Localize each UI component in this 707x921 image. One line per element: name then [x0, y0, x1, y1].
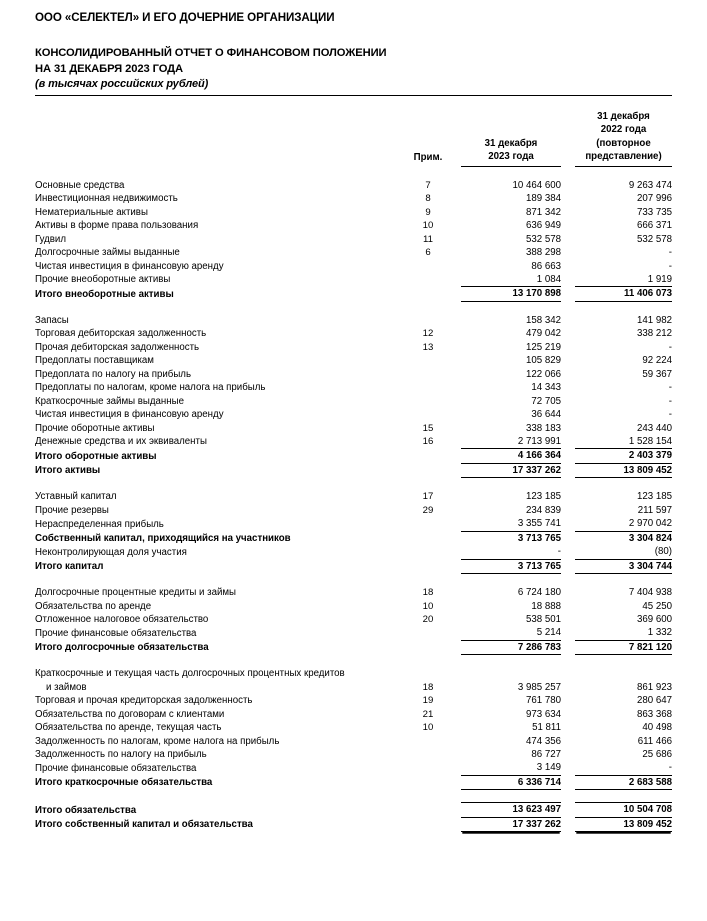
row-note: 18: [422, 587, 434, 599]
table-row: [35, 260, 672, 273]
row-label: Нераспределенная прибыль: [35, 518, 164, 530]
row-value-previous: -: [668, 409, 672, 421]
row-note: 10: [422, 600, 434, 612]
row-label: Итого долгосрочные обязательства: [35, 642, 209, 654]
row-note: [407, 354, 449, 367]
row-value-current: 4 166 364: [461, 449, 561, 463]
row-value-previous: 666 371: [636, 220, 672, 232]
table-row: [35, 600, 672, 613]
row-value-previous: 611 466: [637, 735, 672, 747]
row-note: 16: [422, 436, 434, 448]
row-label: Чистая инвестиция в финансовую аренду: [35, 409, 224, 421]
row-label: Обязательства по аренде: [35, 600, 152, 612]
row-label: Нематериальные активы: [35, 206, 148, 218]
row-note: 9: [425, 206, 431, 218]
row-value-current: 3 985 257: [517, 681, 561, 693]
row-note: 7: [425, 179, 431, 191]
row-value-current: 72 705: [531, 395, 561, 407]
table-row: [35, 504, 672, 517]
row-note: [407, 408, 449, 421]
row-label: Торговая дебиторская задолженность: [35, 328, 207, 340]
row-value-current: 86 663: [531, 260, 561, 272]
row-value-current: 234 839: [525, 504, 561, 516]
table-row: [35, 735, 672, 748]
row-note: 19: [422, 695, 434, 707]
row-value-previous: 10 504 708: [575, 803, 672, 817]
row-label: Долгосрочные процентные кредиты и займы: [35, 587, 237, 599]
table-row-total: [35, 531, 672, 545]
row-label: Итого активы: [35, 465, 101, 477]
row-label-wrap: и займов: [46, 681, 87, 693]
row-value-previous: 3 304 744: [575, 559, 672, 573]
row-note: 15: [422, 422, 434, 434]
row-note: [407, 314, 449, 327]
row-note: [407, 531, 449, 545]
section-spacer: [35, 478, 672, 491]
row-note: [407, 273, 449, 287]
row-value-previous: 9 263 474: [628, 179, 672, 191]
table-row: [35, 586, 672, 599]
row-value-current: 10 464 600: [512, 179, 561, 191]
header-previous-line-2: 2022 года: [600, 124, 647, 136]
row-value-current: 18 888: [531, 600, 561, 612]
header-blank: [35, 110, 407, 166]
row-note: 11: [423, 233, 433, 245]
row-value-previous: 45 250: [642, 600, 672, 612]
row-value-current: 532 578: [525, 233, 561, 245]
row-note: 6: [425, 247, 431, 259]
table-row: [35, 613, 672, 626]
row-label: Прочие оборотные активы: [35, 422, 155, 434]
row-value-current: 6 724 180: [517, 587, 561, 599]
row-value-previous: -: [668, 382, 672, 394]
table-row: [35, 545, 672, 559]
row-value-previous: 338 212: [636, 328, 672, 340]
row-value-previous: 861 923: [636, 681, 672, 693]
row-label: Итого обязательства: [35, 804, 137, 816]
row-value-current: 51 811: [532, 722, 561, 734]
row-value-previous: 92 224: [642, 355, 672, 367]
row-note: [407, 368, 449, 381]
row-value-previous: 7 404 938: [628, 587, 672, 599]
row-label: Инвестиционная недвижимость: [35, 193, 178, 205]
header-spacer: [35, 96, 672, 110]
row-label: Неконтролирующая доля участия: [35, 546, 187, 558]
table-row: [35, 681, 672, 694]
row-value-previous: 211 597: [637, 504, 672, 516]
row-value-previous: 141 982: [636, 314, 672, 326]
section-spacer: [35, 301, 672, 314]
row-value-previous: -: [668, 341, 672, 353]
row-note: 29: [422, 504, 434, 516]
row-value-previous: 243 440: [636, 422, 672, 434]
row-label: Собственный капитал, приходящийся на участников: [35, 532, 291, 544]
row-value-current: 86 727: [531, 749, 561, 761]
row-value-current: 13 170 898: [461, 287, 561, 301]
table-row-total: [35, 640, 672, 654]
table-row: [35, 179, 672, 192]
table-row: [35, 219, 672, 232]
table-row: [35, 192, 672, 205]
row-note: 13: [422, 341, 434, 353]
row-value-current: 6 336 714: [461, 775, 561, 789]
table-row: [35, 694, 672, 707]
row-value-previous: 863 368: [636, 708, 672, 720]
row-note: [407, 517, 449, 531]
table-row: [35, 435, 672, 449]
row-value-previous: (80): [575, 545, 672, 559]
section-spacer: [35, 574, 672, 587]
row-value-previous: [575, 667, 672, 680]
row-value-previous: 280 647: [636, 695, 672, 707]
row-value-current: 973 634: [525, 708, 561, 720]
header-previous-period: [575, 110, 672, 166]
row-note: [407, 463, 449, 477]
row-value-previous: 40 498: [642, 722, 672, 734]
row-label: Итого собственный капитал и обязательства: [35, 819, 253, 831]
row-label: Активы в форме права пользования: [35, 220, 199, 232]
units-note: (в тысячах российских рублей): [35, 78, 209, 90]
row-note: 8: [425, 193, 431, 205]
row-value-previous: -: [668, 247, 672, 259]
table-row: [35, 273, 672, 287]
report-title: [35, 46, 672, 77]
table-row-total: [35, 287, 672, 301]
table-row: [35, 490, 672, 503]
row-label: Итого оборотные активы: [35, 450, 157, 462]
row-label: Итого капитал: [35, 561, 104, 573]
row-label: Задолженность по налогам, кроме налога на прибыль: [35, 735, 280, 747]
row-value-previous: 532 578: [636, 233, 672, 245]
report-title-line-2: НА 31 ДЕКАБРЯ 2023 ГОДА: [35, 62, 184, 75]
row-value-previous: 369 600: [636, 613, 672, 625]
table-row: [35, 327, 672, 340]
row-value-current: 13 623 497: [461, 803, 561, 817]
row-note: [407, 640, 449, 654]
header-note-column: Прим.: [413, 151, 443, 163]
row-value-current: 871 342: [525, 206, 561, 218]
row-value-current: 5 214: [461, 626, 561, 640]
row-value-current: 14 343: [531, 382, 561, 394]
row-value-previous: 11 406 073: [575, 287, 672, 301]
row-value-previous: 207 996: [636, 193, 672, 205]
table-row: [35, 748, 672, 761]
table-row: [35, 761, 672, 775]
row-label: Предоплаты поставщикам: [35, 355, 154, 367]
row-value-current: 3 713 765: [517, 532, 561, 544]
row-value-current: 158 342: [525, 314, 561, 326]
row-value-current: 17 337 262: [461, 817, 561, 831]
row-note: 12: [422, 328, 434, 340]
row-label: Чистая инвестиция в финансовую аренду: [35, 260, 224, 272]
row-value-previous: 123 185: [636, 491, 672, 503]
row-label: Предоплаты по налогам, кроме налога на прибыль: [35, 382, 266, 394]
table-row: [35, 395, 672, 408]
row-value-current: 636 949: [525, 220, 561, 232]
row-value-current: 17 337 262: [461, 463, 561, 477]
section-spacer: [35, 166, 672, 179]
row-value-current: 125 219: [525, 341, 561, 353]
row-label: Прочие внеоборотные активы: [35, 274, 171, 286]
row-value-previous: 59 367: [642, 368, 672, 380]
row-note: 10: [422, 722, 434, 734]
row-label: Обязательства по аренде, текущая часть: [35, 722, 222, 734]
table-header-row: [35, 110, 672, 166]
row-value-previous: 1 332: [575, 626, 672, 640]
row-note: [407, 559, 449, 573]
table-row: [35, 721, 672, 734]
table-row: [35, 246, 672, 259]
row-value-current: 1 084: [536, 273, 561, 285]
header-previous-line-3: (повторное: [596, 137, 651, 149]
row-note: 18: [422, 681, 434, 693]
header-current-line-2: 2023 года: [488, 151, 534, 163]
row-note: [407, 803, 449, 817]
row-note: 10: [422, 220, 434, 232]
row-note: [407, 545, 449, 559]
section-spacer: [35, 790, 672, 803]
table-row-total: [35, 559, 672, 573]
row-label: Денежные средства и их эквиваленты: [35, 436, 207, 448]
row-note: [407, 381, 449, 394]
row-value-previous: 13 809 452: [575, 817, 672, 831]
row-label: Прочие финансовые обязательства: [35, 627, 197, 639]
row-label: Итого внеоборотные активы: [35, 288, 174, 300]
table-row: [35, 408, 672, 421]
row-value-previous: 7 821 120: [575, 640, 672, 654]
row-label: Итого краткосрочные обязательства: [35, 777, 213, 789]
row-value-current: 474 356: [525, 735, 561, 747]
row-note: [407, 667, 449, 680]
table-row: [35, 341, 672, 354]
row-label: Запасы: [35, 314, 69, 326]
row-label: Задолженность по налогу на прибыль: [35, 749, 207, 761]
row-value-previous: -: [575, 761, 672, 775]
row-note: 20: [422, 613, 434, 625]
row-value-current: 105 829: [525, 355, 561, 367]
row-value-current: 189 384: [525, 193, 561, 205]
row-value-current: 388 298: [525, 247, 561, 259]
row-note: [407, 449, 449, 463]
row-label: Обязательства по договорам с клиентами: [35, 708, 225, 720]
row-value-current: 3 149: [461, 761, 561, 775]
row-value-current: 123 185: [525, 491, 561, 503]
row-value-current: 538 501: [525, 613, 561, 625]
row-note: 17: [422, 491, 434, 503]
report-title-line-1: КОНСОЛИДИРОВАННЫЙ ОТЧЕТ О ФИНАНСОВОМ ПОЛОЖЕНИИ: [35, 47, 387, 59]
table-row-total: [35, 463, 672, 477]
row-note: [407, 761, 449, 775]
row-value-current: 122 066: [525, 368, 561, 380]
row-value-previous: 2 403 379: [575, 449, 672, 463]
row-label: Основные средства: [35, 179, 125, 191]
row-label: Прочие финансовые обязательства: [35, 762, 197, 774]
row-note: [407, 817, 449, 831]
table-row: [35, 206, 672, 219]
row-label: Прочая дебиторская задолженность: [35, 341, 200, 353]
table-row: [35, 314, 672, 327]
table-row-total: [35, 449, 672, 463]
row-value-current: 479 042: [525, 328, 561, 340]
table-row: [35, 708, 672, 721]
header-previous-line-4: представление): [585, 151, 662, 163]
row-note: [407, 287, 449, 301]
row-label: Гудвил: [35, 233, 66, 245]
table-row: [35, 381, 672, 394]
table-row: [35, 233, 672, 246]
row-value-previous: 2 683 588: [575, 775, 672, 789]
row-note: [407, 626, 449, 640]
header-current-period: [461, 110, 561, 166]
row-value-current: 7 286 783: [461, 640, 561, 654]
row-label: Краткосрочные займы выданные: [35, 395, 184, 407]
row-label: Уставный капитал: [35, 491, 117, 503]
row-label: Предоплата по налогу на прибыль: [35, 368, 192, 380]
table-row: [35, 517, 672, 531]
row-value-previous: 3 304 824: [628, 532, 672, 544]
table-row: [35, 422, 672, 435]
row-note: [407, 735, 449, 748]
row-value-previous: 1 528 154: [575, 435, 672, 449]
row-label: Прочие резервы: [35, 504, 109, 516]
row-label-continuation: [35, 681, 407, 694]
row-value-current: 761 780: [525, 695, 561, 707]
row-label: Долгосрочные займы выданные: [35, 247, 180, 259]
row-value-current: [461, 667, 561, 680]
section-spacer: [35, 655, 672, 668]
row-value-previous: -: [668, 260, 672, 272]
row-value-current: -: [461, 545, 561, 559]
row-note: [407, 395, 449, 408]
row-label: Краткосрочные и текущая часть долгосрочных процентных кредитов: [35, 668, 345, 680]
row-value-previous: 2 970 042: [575, 517, 672, 531]
row-value-previous: 1 919: [647, 273, 672, 285]
table-row-total: [35, 775, 672, 789]
table-row: [35, 626, 672, 640]
row-value-current: 338 183: [525, 422, 561, 434]
row-value-previous: -: [668, 395, 672, 407]
row-value-previous: 733 735: [636, 206, 672, 218]
row-value-previous: 13 809 452: [575, 463, 672, 477]
row-note: [407, 260, 449, 273]
row-label: Торговая и прочая кредиторская задолженность: [35, 695, 253, 707]
row-value-current: 3 355 741: [461, 517, 561, 531]
financial-position-table: [35, 96, 672, 832]
row-label: Отложенное налоговое обязательство: [35, 613, 209, 625]
table-row: [35, 354, 672, 367]
table-row: [35, 368, 672, 381]
row-value-current: 36 644: [531, 409, 561, 421]
company-title: ООО «СЕЛЕКТЕЛ» И ЕГО ДОЧЕРНИЕ ОРГАНИЗАЦИИ: [35, 11, 335, 24]
row-note: [407, 775, 449, 789]
row-note: [407, 748, 449, 761]
row-value-current: 2 713 991: [461, 435, 561, 449]
table-row: [35, 667, 672, 680]
row-note: 21: [422, 708, 434, 720]
header-previous-line-1: 31 декабря: [597, 111, 650, 122]
table-row-total: [35, 803, 672, 817]
row-value-previous: 25 686: [642, 749, 672, 761]
table-row-total: [35, 817, 672, 831]
row-value-current: 3 713 765: [461, 559, 561, 573]
header-current-line-1: 31 декабря: [484, 137, 538, 149]
